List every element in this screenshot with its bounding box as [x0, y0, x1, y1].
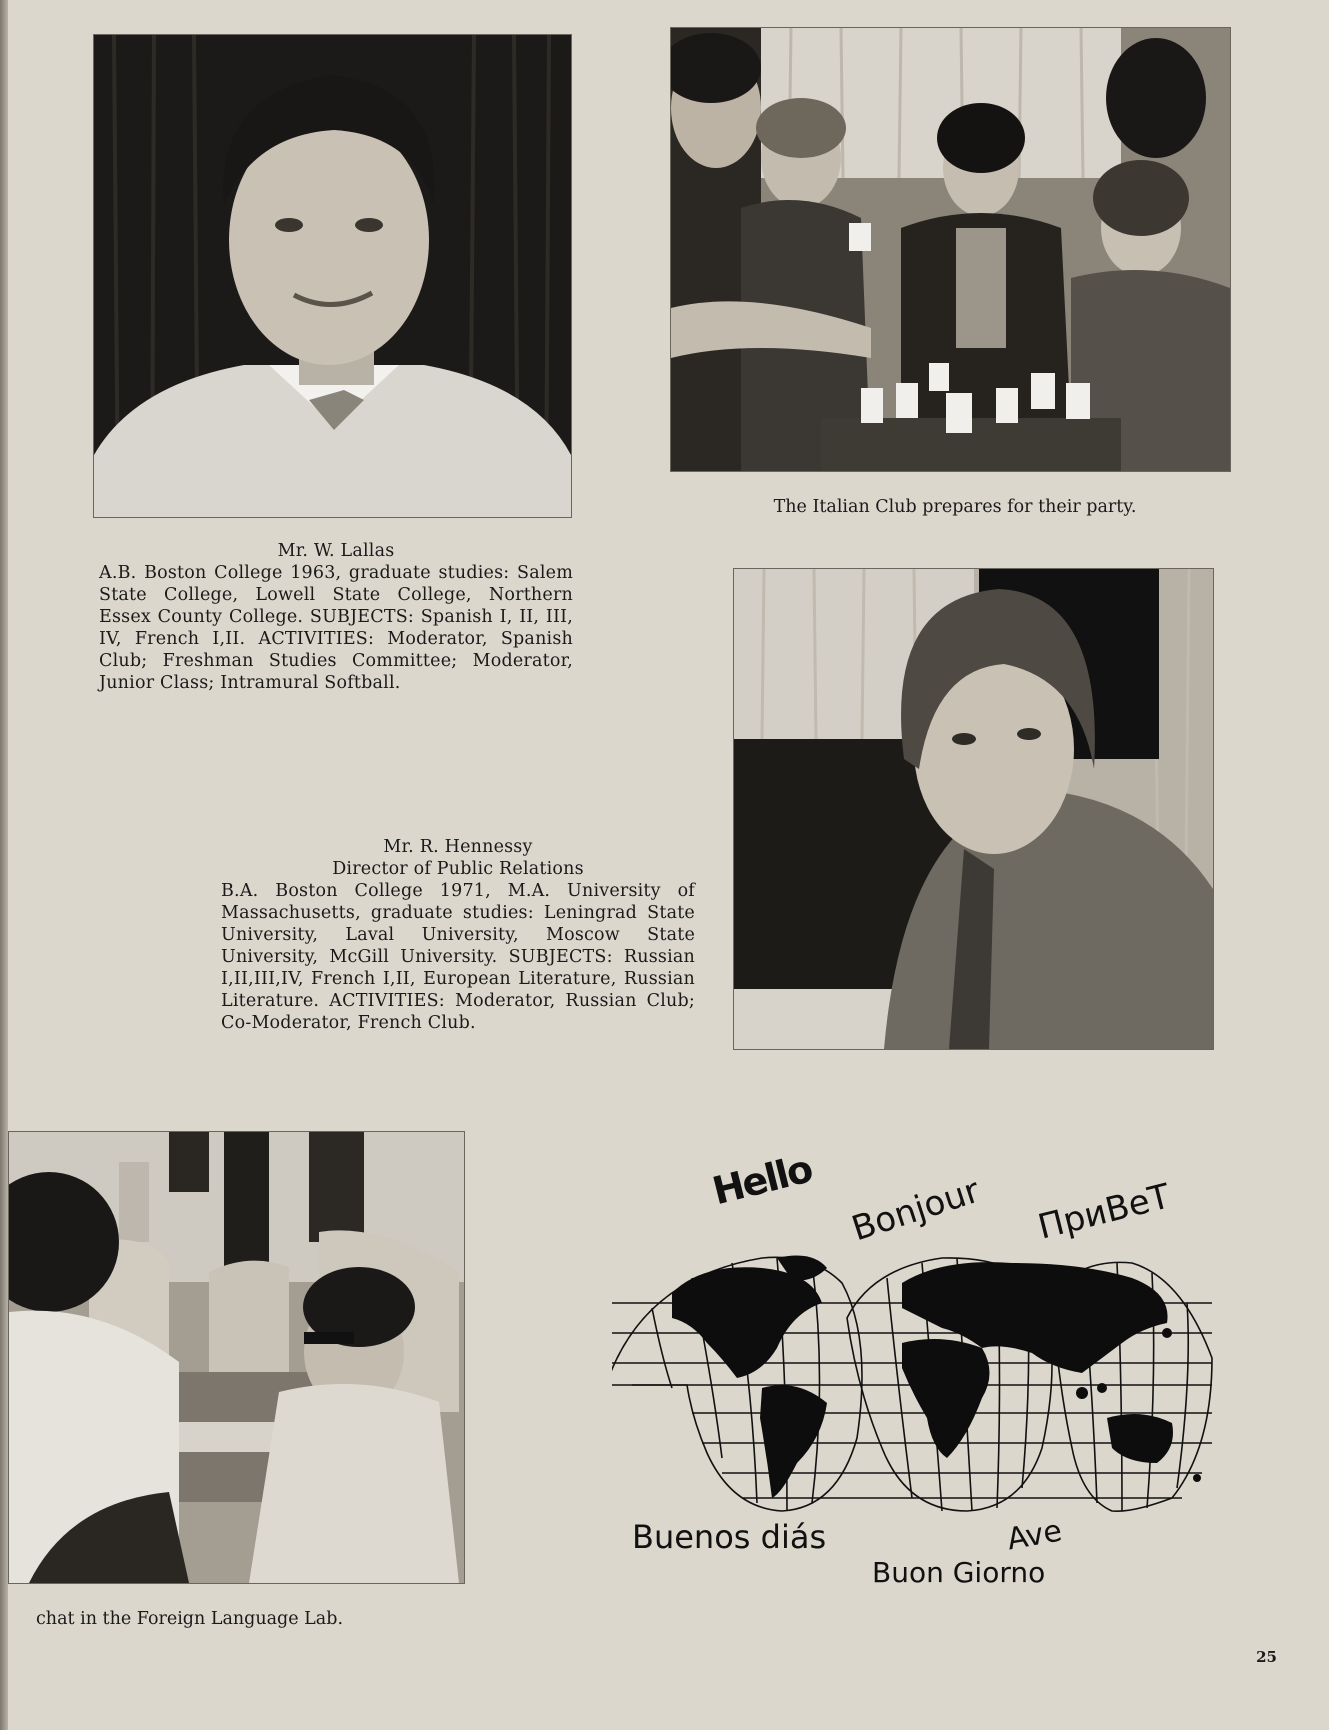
greeting-hello: Hello [708, 1146, 816, 1214]
hennessy-bio [221, 836, 695, 1034]
lallas-name: Mr. W. Lallas [277, 541, 395, 561]
language-lab-caption: chat in the Foreign Language Lab. [36, 1609, 344, 1629]
lallas-bio [99, 540, 573, 694]
greeting-ave: Ave [1004, 1513, 1065, 1558]
page-edge [0, 0, 8, 1730]
italian-club-photo [670, 27, 1231, 472]
hennessy-title: Director of Public Relations [332, 859, 584, 879]
greeting-bonjour: Bonjour [847, 1170, 985, 1250]
hennessy-portrait-photo [733, 568, 1214, 1050]
page-number: 25 [1256, 1648, 1277, 1666]
greeting-privet: ПриВеТ [1034, 1176, 1175, 1248]
hennessy-bio-text: B.A. Boston College 1971, M.A. University of Massachusetts, graduate studies: Leningrad State University, Laval University, Moscow State University, McGill University. SUBJECTS: Russian I,II,III,IV, French I,II, European Literature, Russian Literature. ACTIVITIES: Moderator, Russian Club; Co-Moderator, French Club. [221, 881, 695, 1033]
world-map-illustration [612, 1118, 1222, 1588]
greeting-buenos-dias: Buenos diás [632, 1518, 827, 1556]
lallas-portrait-photo [93, 34, 572, 518]
language-lab-photo [8, 1131, 465, 1584]
lallas-bio-text: A.B. Boston College 1963, graduate studies: Salem State College, Lowell State College, Northern Essex County College. SUBJECTS: Spanish I, II, III, IV, French I,II. ACTIVITIES: Moderator, Spanish Club; Freshman Studies Committee; Moderator, Junior Class; Intramural Softball. [99, 563, 573, 693]
hennessy-name: Mr. R. Hennessy [383, 837, 533, 857]
italian-club-caption: The Italian Club prepares for their party. [773, 497, 1137, 517]
greeting-buon-giorno: Buon Giorno [872, 1556, 1046, 1589]
